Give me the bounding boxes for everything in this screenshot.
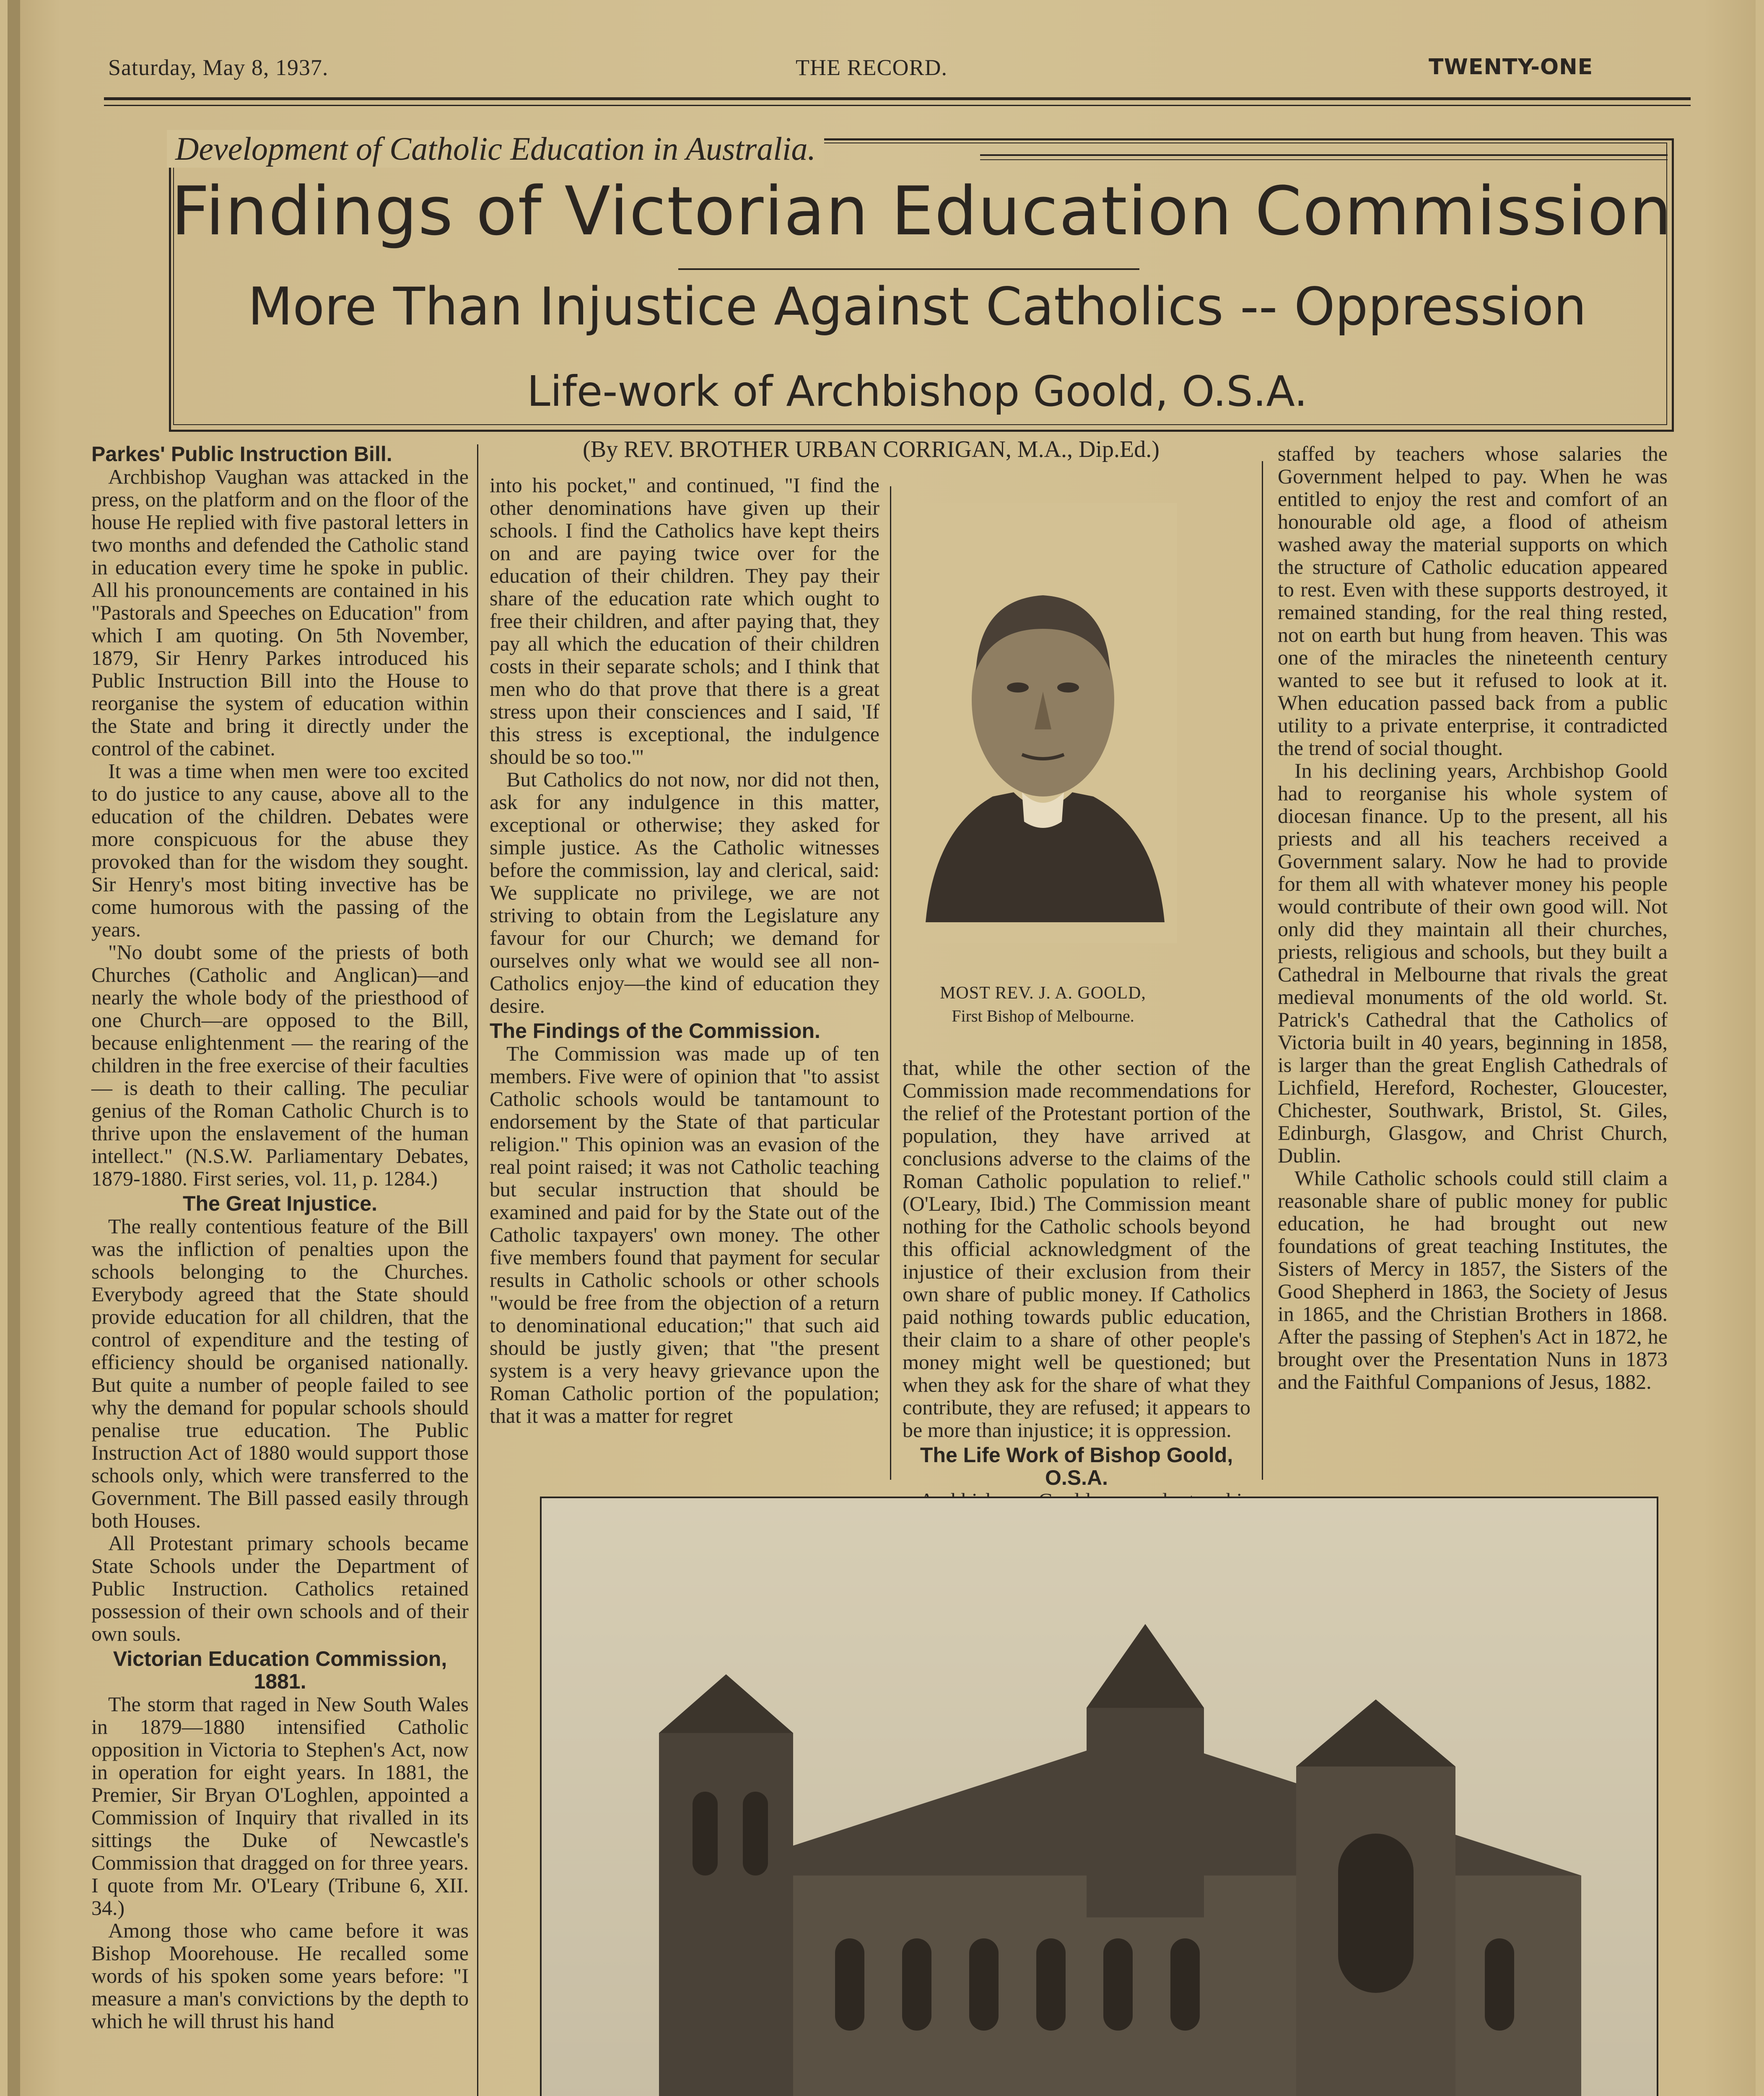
paragraph: But Catholics do not now, nor did not then, ask for any indulgence in this matter, exceptional or otherwise; they asked for simple justice. As the Catholic witnesses before the commission, lay and clerical, said: We supplicate no privilege, we are not striving to obtain from the Legislature any favour for our Church; we demand for ourselves only what we would see all non-Catholics enjoy—the kind of education they desire. bbox=[490, 768, 879, 1017]
portrait-caption-name: MOST REV. J. A. GOOLD, bbox=[940, 983, 1146, 1003]
header-paper-name: THE RECORD. bbox=[796, 55, 947, 80]
portrait-photo bbox=[909, 503, 1177, 943]
section-heading-life-work: The Life Work of Bishop Goold, O.S.A. bbox=[920, 1443, 1233, 1489]
paragraph: In his declining years, Archbishop Goold had to reorganise his whole system of diocesan finance. Up to the present, all his priests and all his teachers received a Government salary. Now he had to provide for them all with whatever money his people would contribute of their own good will. Not only did they maintain all their churches, priests, religious and schools, but they built a Cathedral in Melbourne that rivals the great medieval monuments of the old world. St. Patrick's Cathedral that the Catholics of Victoria built in 40 years, beginning in 1858, is larger than the great English Cathedrals of Lichfield, Hereford, Rochester, Gloucester, Chichester, Southwark, Bristol, St. Giles, Edinburgh, Glasgow, and Christ Church, Dublin. bbox=[1278, 759, 1668, 1167]
cathedral-photo bbox=[540, 1497, 1658, 2096]
article-column-2 bbox=[490, 474, 879, 1427]
article-column-4 bbox=[1278, 442, 1668, 1393]
byline: (By REV. BROTHER URBAN CORRIGAN, M.A., Dip.Ed.) bbox=[583, 436, 1160, 462]
paragraph: staffed by teachers whose salaries the Government helped to pay. When he was entitled to enjoy the rest and comfort of an honourable old age, a flood of atheism washed away the material supports on which the structure of Catholic education appeared to rest. Even with these supports destroyed, it remained standing, for the real thing rested, not on earth but hung from heaven. This was one of the miracles the nineteenth century wanted to see but it refused to look at it. When education passed back from a public utility to a private enterprise, it contradicted the trend of social thought. bbox=[1278, 442, 1668, 760]
subheadline: More Than Injustice Against Catholics -- Oppression bbox=[248, 277, 1587, 337]
section-heading-parkes-bill: Parkes' Public Instruction Bill. bbox=[91, 442, 392, 466]
paragraph: Archbishop Vaughan was attacked in the press, on the platform and on the floor of the house He replied with five pastoral letters in two months and defended the Catholic stand in education every time he spoke in public. All his pronouncements are contained in his "Pastorals and Speeches on Education" from which I am quoting. On 5th November, 1879, Sir Henry Parkes introduced his Public Instruction Bill into the House to reorganise the system of education within the State and bring it directly under the control of the cabinet. bbox=[91, 465, 469, 760]
cathedral-illustration bbox=[542, 1498, 1657, 2096]
portrait-eye bbox=[1057, 682, 1079, 693]
section-heading-great-injustice: The Great Injustice. bbox=[182, 1192, 377, 1215]
kicker-text: Development of Catholic Education in Australia. bbox=[167, 130, 824, 168]
header-rule-thick bbox=[104, 97, 1691, 100]
paragraph: While Catholic schools could still claim a reasonable share of public money for public education, he had brought out new foundations of great teaching Institutes, the Sisters of Mercy in 1857, the Sisters of the Good Shepherd in 1863, the Society of Jesus in 1865, and the Christian Brothers in 1868. After the passing of Stephen's Act in 1872, he brought over the Presentation Nuns in 1873 and the Faithful Companions of Jesus, 1882. bbox=[1278, 1166, 1668, 1393]
article-column-1 bbox=[91, 440, 469, 2032]
kicker-rule-thin bbox=[980, 159, 1668, 160]
headline-divider bbox=[678, 268, 1139, 270]
paragraph: that, while the other section of the Commission made recommendations for the relief of the Protestant portion of the population, they have arrived at conclusions adverse to the claims of the Roman Catholic population to relief." (O'Leary, Ibid.) The Commission meant nothing for the Catholic schools beyond this official acknowledgment of the injustice of their exclusion from their own share of public money. If Catholics paid nothing towards public education, their claim to a share of other people's money might well be questioned; but when they ask for the share of what they contribute, they are refused; it appears to be more than injustice; it is oppression. bbox=[903, 1056, 1250, 1442]
sub-subheadline: Life-work of Archbishop Goold, O.S.A. bbox=[527, 367, 1307, 416]
portrait-caption-title: First Bishop of Melbourne. bbox=[952, 1006, 1134, 1025]
paragraph: The storm that raged in New South Wales in 1879—1880 intensified Catholic opposition in Victoria to Stephen's Act, now in operation for eight years. In 1881, the Premier, Sir Bryan O'Loghlen, appointed a Commission of Inquiry that rivalled in its sittings the Duke of Newcastle's Commission that dragged on for three years. I quote from Mr. O'Leary (Tribune 6, XII. 34.) bbox=[91, 1692, 469, 1920]
cathedral-tower-left bbox=[659, 1733, 793, 2096]
paragraph: The Commission was made up of ten members. Five were of opinion that "to assist Catholic schools would be tantamount to endorsement by the State of that particular religion." This opinion was an evasion of the real point raised; it was not Catholic teaching but secular instruction that should be examined and paid for by the State out of the Catholic taxpayers' own money. The other five members found that payment for secular results in Catholic schools or other schools "would be free from the objection of a return to denominational education;" that such aid should be justly given; that "the present system is a very heavy grievance upon the Roman Catholic portion of the population; that it was a matter for regret bbox=[490, 1042, 879, 1427]
header-date: Saturday, May 8, 1937. bbox=[108, 55, 329, 80]
section-heading-victorian-commission: Victorian Education Commission, 1881. bbox=[113, 1647, 447, 1693]
paragraph: into his pocket," and continued, "I find the other denominations have given up their schools. I find the Catholics have kept theirs on and are paying twice over for the education of their children. They pay their share of the education rate which ought to free their children, and after paying that, they pay all which the education of their children costs in their separate schols; and I think that men who do that prove that there is a great stress upon their consciences and I said, 'If this stress is exceptional, the indulgence should be so too.'" bbox=[490, 473, 879, 768]
paragraph: Among those who came before it was Bishop Moorehouse. He recalled some words of his spoken some years before: "I measure a man's convictions by the depth to which he will thrust his hand bbox=[91, 1919, 469, 2033]
headline: Findings of Victorian Education Commission bbox=[171, 172, 1673, 250]
paragraph: It was a time when men were too excited to do justice to any cause, above all to the education of the children. Debates were more conspicuous for the abuse they provoked than for the wisdom they sought. Sir Henry's most biting invective has be come humorous with the passing of the years. bbox=[91, 759, 469, 941]
header-rule-thin bbox=[104, 105, 1691, 106]
paragraph: All Protestant primary schools became State Schools under the Department of Public Instruction. Catholics retained possession of their own schools and of their own souls. bbox=[91, 1531, 469, 1645]
section-heading-findings: The Findings of the Commission. bbox=[490, 1019, 820, 1043]
column-rule-2 bbox=[890, 486, 891, 1480]
kicker-rule bbox=[980, 154, 1668, 156]
cathedral-tower-center bbox=[1087, 1708, 1204, 1917]
column-rule-3 bbox=[1262, 461, 1263, 1480]
header-page-number: TWENTY-ONE bbox=[1429, 54, 1593, 80]
column-rule-1 bbox=[477, 444, 478, 2096]
newspaper-page bbox=[8, 0, 1756, 2096]
page-spine bbox=[8, 0, 20, 2096]
paragraph: The really contentious feature of the Bill was the infliction of penalties upon the schools belonging to the Churches. Everybody agreed that the State should provide education for all children, that the control of expenditure and the testing of efficiency should be organised nationally. But quite a number of people failed to see why the demand for popular schools should penalise true education. The Public Instruction Act of 1880 would support those schools only, which were transferred to the Government. The Bill passed easily through both Houses. bbox=[91, 1214, 469, 1532]
paragraph: "No doubt some of the priests of both Churches (Catholic and Anglican)—and nearly the whole body of the priesthood of one Church—are opposed to the Bill, because enlightenment — the rearing of the children in the free exercise of their faculties— is death to their calling. The peculiar genius of the Roman Catholic Church is to thrive upon the enslavement of the human intellect." (N.S.W. Parliamentary Debates, 1879-1880. First series, vol. 11, p. 1284.) bbox=[91, 940, 469, 1190]
portrait-eye bbox=[1007, 682, 1029, 693]
